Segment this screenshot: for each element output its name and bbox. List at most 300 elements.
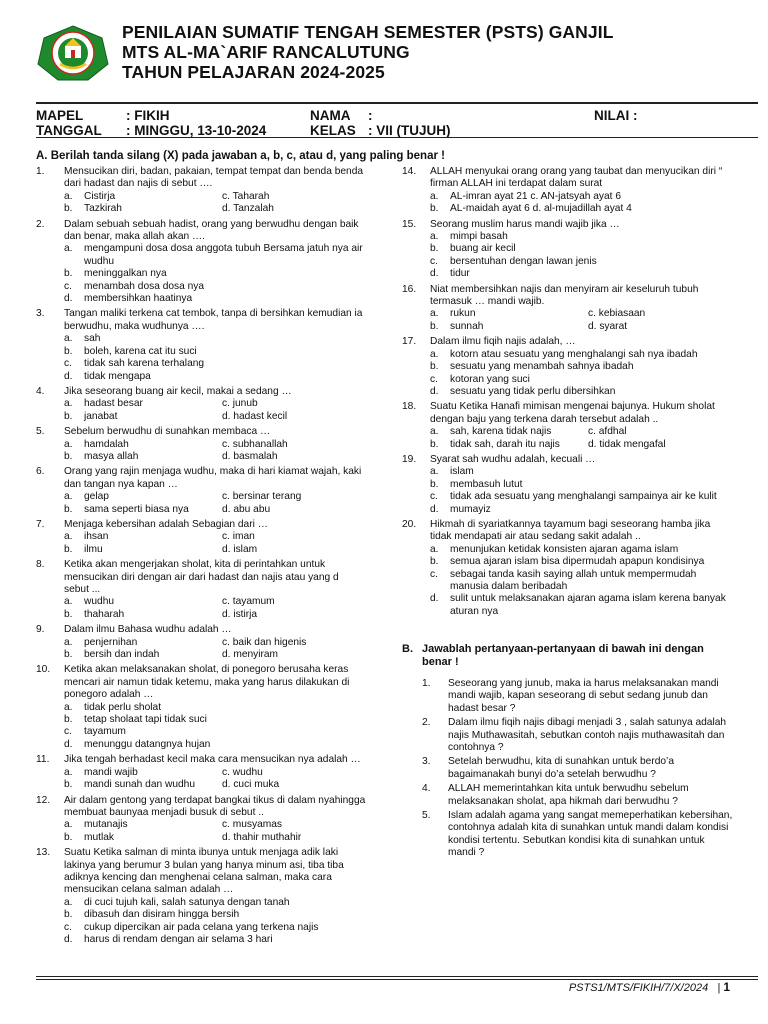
section-a-title: A. Berilah tanda silang (X) pada jawaban a, b, c, atau d, yang paling benar ! [36,150,445,162]
answer-option [222,767,366,779]
question-body [430,336,732,398]
answer-option [430,504,732,516]
answer-option [222,411,366,423]
answer-option [64,268,366,280]
option-text: kotoran yang suci [450,373,530,385]
question-body [64,466,366,516]
answer-option [430,231,732,243]
footer-divider [36,976,758,977]
option-text: d. basmalah [222,450,278,462]
essay-number: 1. [422,678,431,689]
answer-option [64,609,222,621]
question-text: Ketika akan mengerjakan sholat, kita di perintahkan untuk mensucikan diri dengan air dari hadast dan najis atau yang d sebut ... [64,559,339,595]
option-text: di cuci tujuh kali, salah satunya dengan tanah [84,896,290,908]
question-text: Syarat sah wudhu adalah, kecuali … [430,453,596,465]
question-text: Hikmah di syariatkannya tayamum bagi seseorang hamba jika tidak mendapati air atau sedang sakit adalah .. [430,518,711,543]
answer-option [430,243,732,255]
option-letter: a. [64,333,73,345]
option-text: d. istirja [222,608,258,620]
answer-option [222,544,366,556]
answer-option [64,293,366,305]
option-text: d. hadast kecil [222,410,288,422]
answer-option [430,349,732,361]
option-text: d. Tanzalah [222,203,274,215]
option-letter: c. [430,491,438,503]
option-letter: a. [64,243,73,255]
option-text: harus di rendam dengan air selama 3 hari [84,933,273,945]
answer-option [64,922,366,934]
footer [569,980,730,994]
answer-option [430,308,588,320]
answer-option [430,544,732,556]
essay-text: Dalam ilmu fiqih najis dibagi menjadi 3 , salah satunya adalah najis Muthawasitah, sebutkan contoh najis muthawasitah dan contohnya ? [448,717,727,754]
answer-option [64,832,222,844]
question-body [430,454,732,516]
question-number: 1. [36,166,45,177]
answer-option [64,714,366,726]
answer-option [222,398,366,410]
option-text: d. syarat [588,320,628,332]
answer-option [222,203,366,215]
option-text: tidak perlu sholat [84,701,162,713]
question-text: Menjaga kebersihan adalah Sebagian dari … [64,518,268,530]
nama-label: NAMA [310,108,351,123]
answer-option [222,819,366,831]
option-list [64,531,366,556]
question-number: 12. [36,794,51,806]
question-text: Dalam ilmu Bahasa wudhu adalah … [64,624,232,636]
question-body [64,795,366,845]
answer-option [430,569,732,594]
essay-text: Seseorang yang junub, maka ia harus melaksanakan mandi mandi wajib, kapan seseorang di sebut sedang junub dan hadast besar ? [448,678,719,714]
question-text: Tangan maliki terkena cat tembok, tanpa di bersihkan kemudian ia berwudhu, maka wudhunya …. [64,308,363,332]
option-text: sunnah [450,320,484,332]
question-body [64,386,366,423]
option-letter: a. [430,466,439,478]
title-line-1: PENILAIAN SUMATIF TENGAH SEMESTER (PSTS) GANJIL [122,22,614,42]
answer-option [222,609,366,621]
question-text: Seorang muslim harus mandi wajib jika … [430,218,620,230]
option-list [64,191,366,216]
option-text: rukun [450,308,476,320]
option-text: d. islam [222,543,258,555]
answer-option [430,361,732,373]
question-number: 17. [402,336,417,348]
question-item [402,336,732,398]
option-letter: a. [430,348,439,360]
question-item [36,795,366,845]
option-list [430,308,732,333]
answer-option [64,411,222,423]
option-text: mandi sunah dan wudhu [84,779,196,791]
question-item [36,664,366,751]
option-letter: b. [430,438,439,450]
option-text: islam [450,466,474,478]
option-list [64,637,366,662]
answer-option [64,281,366,293]
question-body [430,284,732,334]
option-letter: b. [430,556,439,568]
option-letter: b. [430,203,439,215]
question-item [36,166,366,216]
option-text: semua ajaran islam bisa dipermudah apapun kondisinya [450,556,705,568]
question-body [64,847,366,946]
question-number: 20. [402,518,417,530]
option-letter: b. [64,410,73,422]
answer-option [222,637,366,649]
essay-number: 5. [422,810,431,822]
answer-option [430,191,732,203]
option-text: hamdalah [84,438,129,450]
option-letter: d. [430,593,439,605]
answer-option [64,819,222,831]
answer-option [64,897,366,909]
option-text: c. kebiasaan [588,308,646,320]
question-number: 9. [36,624,45,636]
tanggal-value: : MINGGU, 13-10-2024 [126,123,267,138]
question-item [402,401,732,451]
option-text: kotorn atau sesuatu yang menghalangi sah nya ibadah [450,348,698,360]
answer-option [588,439,732,451]
question-number: 18. [402,401,417,413]
question-number: 8. [36,559,45,571]
essay-list [422,678,734,862]
mapel-value: : FIKIH [126,108,170,123]
option-text: tayamum [84,726,126,738]
question-number: 2. [36,218,45,230]
question-text: Suatu Ketika salman di minta ibunya untuk menjaga adik laki lakinya yang berumur 3 bulan yang hanya minum asi, tiba tiba adiknya kencing dan menghenai celana salman, maka cara mensucikan celana salman adalah … [64,847,344,896]
question-body [430,519,732,618]
question-item [36,624,366,661]
answer-option [64,333,366,345]
answer-option [64,371,366,383]
option-letter: c. [430,373,438,385]
option-letter: a. [64,596,73,608]
question-body [64,664,366,751]
essay-text: Setelah berwudhu, kita di sunahkan untuk berdo’a bagaimanakah bunyi do’a setelah berwudhu ? [448,756,674,780]
option-text: buang air kecil [450,243,516,255]
section-b-letter: B. [402,643,413,655]
option-list [64,398,366,423]
answer-option [430,556,732,568]
option-text: c. subhanallah [222,438,288,450]
option-letter: c. [64,726,72,738]
option-text: d. abu abu [222,503,271,515]
option-text: d. thahir muthahir [222,831,302,843]
option-text: boleh, karena cat itu suci [84,345,197,357]
option-list [430,231,732,281]
question-number: 3. [36,308,45,320]
answer-option [222,504,366,516]
question-item [402,166,732,216]
option-text: bersih dan indah [84,649,160,661]
option-letter: c. [64,921,72,933]
answer-option [64,398,222,410]
option-letter: a. [64,190,73,202]
footer-separator: | [717,982,721,994]
answer-option [64,491,222,503]
option-letter: a. [64,438,73,450]
essay-question [422,756,734,781]
question-text: Orang yang rajin menjaga wudhu, maka di hari kiamat wajah, kaki dan tangan nya kapan … [64,466,362,490]
question-number: 11. [36,754,50,766]
option-text: sulit untuk melaksanakan ajaran agama islam kerena banyak aturan nya [450,593,726,617]
option-letter: a. [64,398,73,410]
question-text: Mensucikan diri, badan, pakaian, tempat tempat dan benda benda dari hadast dan najis di sebut …. [64,166,364,190]
option-letter: b. [64,268,73,280]
question-text: Air dalam gentong yang terdapat bangkai tikus di dalam nyahingga membuat baunyaa menjadi busuk di sebut .. [64,794,366,818]
option-text: ilmu [84,543,103,555]
header-divider [36,102,758,104]
nama-value: : [368,108,373,123]
option-text: sesuatu yang tidak perlu dibersihkan [450,385,616,397]
essay-number: 3. [422,756,431,768]
option-letter: b. [64,714,73,726]
option-list [430,349,732,399]
option-list [64,243,366,305]
option-letter: d. [430,385,439,397]
option-letter: d. [64,293,73,305]
answer-option [430,386,732,398]
option-text: tidak sah, darah itu najis [450,438,560,450]
question-body [64,519,366,556]
question-text: Sebelum berwudhu di sunahkan membaca … [64,426,271,438]
option-letter: b. [64,503,73,515]
question-body [430,401,732,451]
option-text: bersentuhan dengan lawan jenis [450,255,597,267]
answer-option [64,779,222,791]
answer-option [222,191,366,203]
question-item [402,454,732,516]
option-text: mumayiz [450,503,491,515]
option-list [64,702,366,752]
question-body [64,166,366,216]
option-letter: d. [430,503,439,515]
option-text: tidur [450,268,470,280]
answer-option [430,491,732,503]
essay-text: Islam adalah agama yang sangat memeperhatikan kebersihan, contohnya adalah kita di sunahkan untuk mandi dalam kondisi kondisi tertentu. Sebutkan kondisi kita di sunahkan untuk mandi ? [448,810,733,859]
option-text: tidak sah karena terhalang [84,358,205,370]
option-letter: d. [64,933,73,945]
question-text: ALLAH menyukai orang orang yang taubat dan menyucikan diri “ firman ALLAH ini terdapat dalam surat [430,166,723,190]
option-text: menunjukan ketidak konsisten ajaran agama islam [450,543,679,555]
option-letter: b. [64,779,73,791]
answer-option [64,544,222,556]
option-text: tidak ada sesuatu yang menghalangi sampainya air ke kulit [450,491,717,503]
option-text: c. afdhal [588,426,627,438]
question-item [36,847,366,946]
answer-option [430,321,588,333]
option-letter: b. [64,909,73,921]
option-text: d. menyiram [222,649,279,661]
answer-option [588,321,732,333]
answer-option [430,426,588,438]
option-text: c. musyamas [222,819,283,831]
question-item [36,519,366,556]
answer-option [64,726,366,738]
answer-option [64,739,366,751]
option-text: tidak mengapa [84,370,151,382]
question-number: 13. [36,847,51,859]
answer-option [430,439,588,451]
question-number: 4. [36,385,45,397]
answer-option [222,596,366,608]
option-list [430,466,732,516]
questions-right-column [402,166,732,621]
option-list [430,426,732,451]
option-text: mandi wajib [84,766,138,778]
answer-option [64,451,222,463]
option-letter: a. [64,766,73,778]
option-text: mutlak [84,831,115,843]
question-number: 7. [36,518,45,530]
option-list [64,333,366,383]
info-divider [36,137,758,138]
option-text: menambah dosa dosa nya [84,280,205,292]
option-text: d. cuci muka [222,779,280,791]
essay-number: 2. [422,717,431,729]
option-text: dibasuh dan disiram hingga bersih [84,909,240,921]
option-letter: b. [64,203,73,215]
option-list [64,819,366,844]
question-body [64,426,366,463]
option-text: thaharah [84,608,125,620]
option-letter: b. [430,361,439,373]
option-letter: a. [64,819,73,831]
question-text: Jika seseorang buang air kecil, makai a sedang … [64,385,292,397]
option-letter: a. [430,543,439,555]
title-line-3: TAHUN PELAJARAN 2024-2025 [122,62,385,82]
question-number: 5. [36,426,45,438]
answer-option [64,909,366,921]
question-body [430,219,732,281]
option-text: janabat [84,410,118,422]
answer-option [222,451,366,463]
essay-question [422,678,734,715]
answer-option [222,779,366,791]
question-body [64,559,366,621]
option-text: mutanajis [84,819,128,831]
option-text: sebagai tanda kasih saying allah untuk mempermudah manusia dalam beribadah [450,568,697,592]
answer-option [64,439,222,451]
option-list [430,191,732,216]
option-text: penjernihan [84,636,138,648]
answer-option [64,637,222,649]
option-letter: b. [430,478,439,490]
question-text: Ketika akan melaksanakan sholat, di ponegoro berusaha keras mencari air namun tidak ketemu, maka yang harus dilakukan di ponegoro adalah … [64,664,350,701]
option-text: masya allah [84,450,139,462]
option-text: c. wudhu [222,766,263,778]
option-letter: b. [64,543,73,555]
option-text: c. baik dan higenis [222,636,307,648]
option-text: AL-maidah ayat 6 d. al-mujadillah ayat 4 [450,203,632,215]
option-list [64,491,366,516]
option-letter: a. [430,426,439,438]
option-letter: a. [64,491,73,503]
option-text: AL-imran ayat 21 c. AN-jatsyah ayat 6 [450,190,622,202]
option-text: ihsan [84,531,109,543]
option-text: meninggalkan nya [84,268,167,280]
option-letter: b. [64,450,73,462]
option-letter: d. [430,268,439,280]
option-text: menunggu datangnya hujan [84,738,211,750]
question-number: 19. [402,453,417,465]
option-text: Cistirja [84,190,116,202]
option-letter: a. [430,231,439,243]
question-item [36,426,366,463]
nilai-label: NILAI : [594,108,638,123]
question-text: Dalam ilmu fiqih najis adalah, … [430,336,576,348]
answer-option [430,593,732,618]
option-text: c. tayamum [222,596,275,608]
answer-option [222,439,366,451]
essay-number: 4. [422,783,431,795]
essay-question [422,810,734,860]
option-text: mengampuni dosa dosa anggota tubuh Bersama jatuh nya air wudhu [84,243,363,267]
option-list [64,439,366,464]
option-letter: a. [64,531,73,543]
answer-option [588,308,732,320]
option-letter: b. [430,243,439,255]
option-text: c. bersinar terang [222,491,302,503]
question-body [430,166,732,216]
essay-question [422,783,734,808]
answer-option [222,649,366,661]
option-text: membasuh lutut [450,478,523,490]
option-text: c. iman [222,531,255,543]
answer-option [64,346,366,358]
option-letter: b. [64,345,73,357]
kelas-label: KELAS [310,123,356,138]
option-letter: c. [64,280,72,292]
answer-option [430,268,732,280]
question-body [64,754,366,791]
option-text: c. junub [222,398,258,410]
option-text: hadast besar [84,398,143,410]
option-letter: d. [64,370,73,382]
question-text: Niat membersihkan najis dan menyiram air keseluruh tubuh termasuk … mandi wajib. [430,283,699,308]
answer-option [588,426,732,438]
option-text: membersihkan haatinya [84,293,193,305]
answer-option [222,531,366,543]
question-body [64,308,366,382]
answer-option [64,243,366,268]
option-text: c. Taharah [222,190,270,202]
question-number: 14. [402,166,417,177]
option-text: sah, karena tidak najis [450,426,552,438]
school-logo [36,24,110,82]
title-line-2: MTS AL-MA`ARIF RANCALUTUNG [122,42,410,62]
question-text: Suatu Ketika Hanafi mimisan mengenai bajunya. Hukum sholat dengan baju yang terkena darah tersebut adalah .. [430,401,715,425]
answer-option [430,466,732,478]
option-text: gelap [84,491,109,503]
option-letter: b. [64,831,73,843]
mapel-label: MAPEL [36,108,84,123]
essay-question [422,717,734,754]
option-text: sama seperti biasa nya [84,503,189,515]
option-letter: b. [430,320,439,332]
option-letter: a. [430,308,439,320]
answer-option [222,832,366,844]
page-number: 1 [723,980,730,994]
option-text: d. tidak mengafal [588,438,666,450]
option-letter: a. [64,701,73,713]
answer-option [64,934,366,946]
question-item [36,386,366,423]
question-text: Dalam sebuah sebuah hadist, orang yang berwudhu dengan baik dan benar, maka allah akan …. [64,218,359,243]
answer-option [64,504,222,516]
option-letter: b. [64,608,73,620]
